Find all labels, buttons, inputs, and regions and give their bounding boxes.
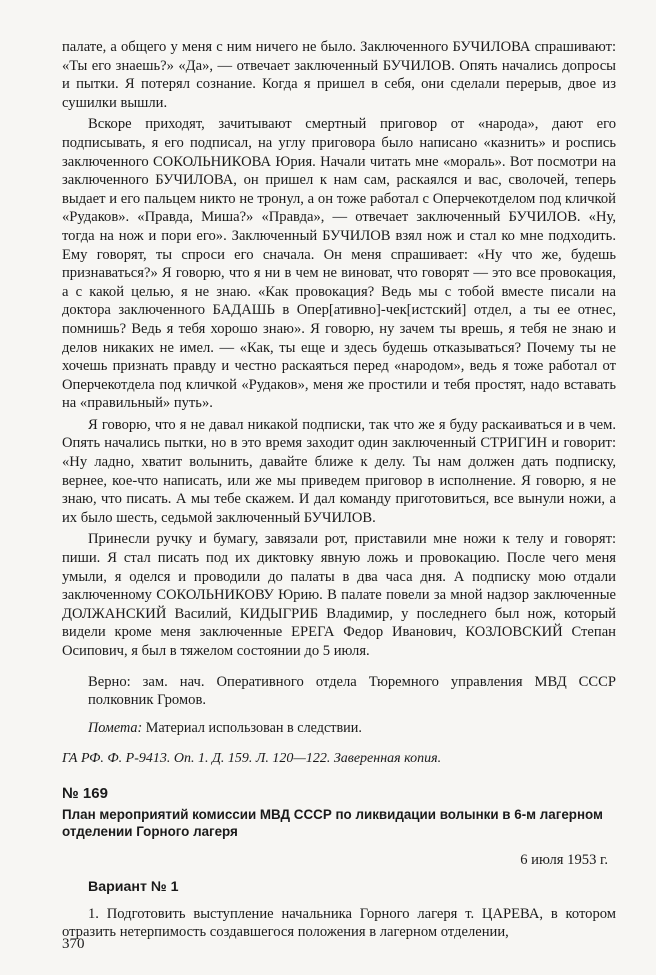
document-date: 6 июля 1953 г. [520, 851, 608, 868]
pometa-note [88, 720, 616, 737]
paragraph-2: Вскоре приходят, зачитывают смертный приговор от «народа», дают его подписывать, я его подписал, на углу приговора было написано «казнить» и роспись заключенного СОКОЛЬНИКОВА Юрия. Начали читать мне «мораль». Вот посмотри на заключенного БУЧИЛОВА, он пришел к нам сам, раскаялся и вас, сволочей, теперь выдает и его пальцем никто не тронул, а он тоже работал с Оперчекотделом под кличкой «Рудаков». «Правда, Миша?» «Правда», — отвечает заключенный БУЧИЛОВ. «Ну, тогда на нож и пори его». Заключенный БУЧИЛОВ взял нож и стал ко мне подходить. Ему говорят, ты спроси его сначала. Он меня спрашивает: «Ну что же, будешь признаваться?» Я говорю, что я ни в чем не виноват, что говорят — это все провокация, а с какой целью, я не знаю. «Как провокация? Ведь мы с тобой вместе писали на доктора заключенного БАДАШЬ в Опер[ативно]-чек[истский] отдел, а ты ее отнес, помнишь? Ведь я тебя хорошо знаю». Я говорю, ну зачем ты врешь, я тебя не знаю и делов никаких не имел. — «Как, ты еще и здесь будешь отказываться? Почему ты не хочешь признать правду и честно раскаяться перед «народом», ведь я тоже работал от Оперчекотдела под кличкой «Рудаков», меня же простили и тебя простят, надо вставать на «правильный» путь». [62, 116, 616, 412]
plan-item-1: 1. Подготовить выступление начальника Горного лагеря т. ЦАРЕВА, в котором отразить нетерпимость создавшегося положения в лагерном отделении, [62, 905, 616, 941]
document-number: № 169 [62, 784, 108, 802]
pometa-text: Материал использован в следствии. [142, 719, 362, 736]
document-title: План мероприятий комиссии МВД СССР по ликвидации волынки в 6-м лагерном отделении Горного лагеря [62, 806, 603, 839]
pometa-label: Помета: [88, 719, 143, 736]
certification-note: Верно: зам. нач. Оперативного отдела Тюремного управления МВД СССР полковник Громов. [88, 673, 616, 709]
variant-heading: Вариант № 1 [88, 878, 179, 895]
paragraph-3: Я говорю, что я не давал никакой подписки, так что же я буду раскаиваться и в чем. Опять начались пытки, но в это время заходит один заключенный СТРИГИН и говорит: «Ну ладно, хватит волынить, давайте ближе к делу. Ты нам должен дать подписку, вернее, кое-что написать, или же мы приведем приговор в исполнение. Я говорю, я не знаю, что писать. А мы тебе скажем. И дал команду приготовиться, все вынули ножи, а их было шесть, седьмой заключенный БУЧИЛОВ. [62, 416, 616, 526]
archive-reference: ГА РФ. Ф. Р-9413. Оп. 1. Д. 159. Л. 120—122. Заверенная копия. [62, 750, 442, 766]
page-number: 370 [62, 936, 85, 952]
paragraph-1: палате, а общего у меня с ним ничего не было. Заключенного БУЧИЛОВА спрашивают: «Ты его знаешь?» «Да», — отвечает заключенный БУЧИЛОВ. Опять начались допросы и пытки. Я потерял сознание. Когда я пришел в себя, они сделали перерыв, двое из сушилки вышли. [62, 39, 616, 111]
paragraph-4: Принесли ручку и бумагу, завязали рот, приставили мне ножи к телу и говорят: пиши. Я стал писать под их диктовку явную ложь и провокацию. После чего меня умыли, я оделся и проводили до палаты в два часа дня. А подписку мою отдали заключенному СОКОЛЬНИКОВУ Юрию. В палате повели за мной надзор заключенные ДОЛЖАНСКИЙ Василий, КИДЫГРИБ Владимир, у последнего был нож, который видели кроме меня заключенные ЕРЕГА Федор Иванович, КОЗЛОВСКИЙ Степан Осипович, я был в тяжелом состоянии до 5 июля. [62, 531, 616, 659]
